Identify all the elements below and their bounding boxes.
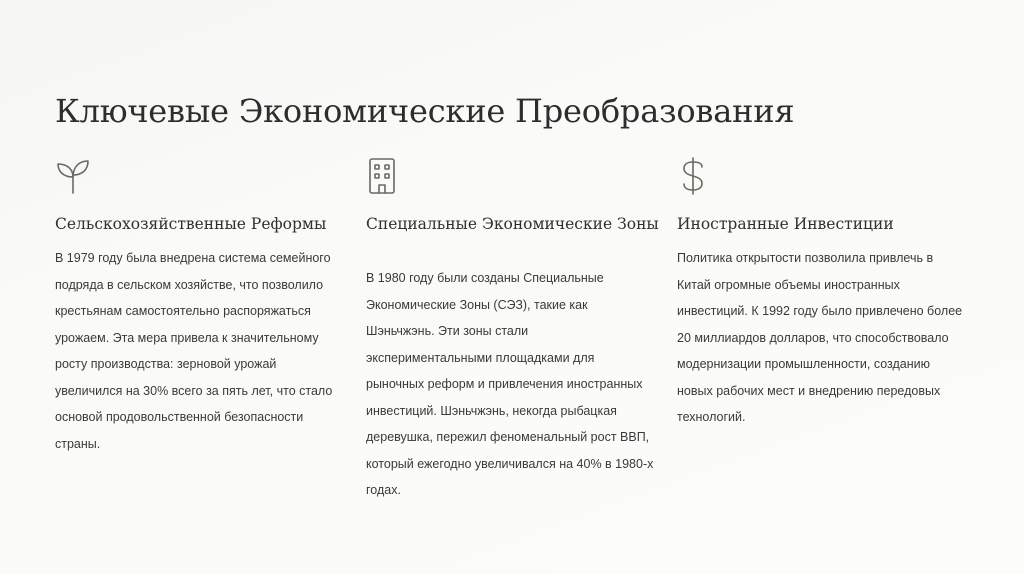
column-investments [677, 155, 967, 424]
sprout-icon [55, 155, 91, 197]
column-body: В 1980 году были созданы Специальные Экономические Зоны (СЭЗ), такие как Шэньчжэнь. Эти зоны стали экспериментальными площадками для рыночных реформ и привлечения иностранных инвестиций. Шэньчжэнь, некогда рыбацкая деревушка, пережил феноменальный рост ВВП, который ежегодно увеличивался на 40% в 1980-х годах. [366, 271, 654, 497]
column-body: Политика открытости позволила привлечь в Китай огромные объемы иностранных инвестиций. К 1992 году было привлечено более 20 миллиардов долларов, что способствовало модернизации промышленности, созданию новых рабочих мест и внедрению передовых технологий. [677, 251, 963, 424]
dollar-icon [677, 155, 713, 197]
column-sez [366, 155, 659, 497]
column-agriculture [55, 155, 345, 451]
column-body: В 1979 году была внедрена система семейного подряда в сельском хозяйстве, что позволило крестьянам самостоятельно распоряжаться урожаем. Эта мера привела к значительному росту производства: зерновой урожай увеличился на 30% всего за пять лет, что стало основой продовольственной безопасности страны. [55, 251, 333, 451]
column-heading: Специальные Экономические Зоны [366, 215, 659, 233]
slide-title: Ключевые Экономические Преобразования [55, 92, 795, 130]
column-heading: Сельскохозяйственные Реформы [55, 215, 327, 233]
column-heading: Иностранные Инвестиции [677, 215, 894, 233]
building-icon [366, 155, 402, 197]
